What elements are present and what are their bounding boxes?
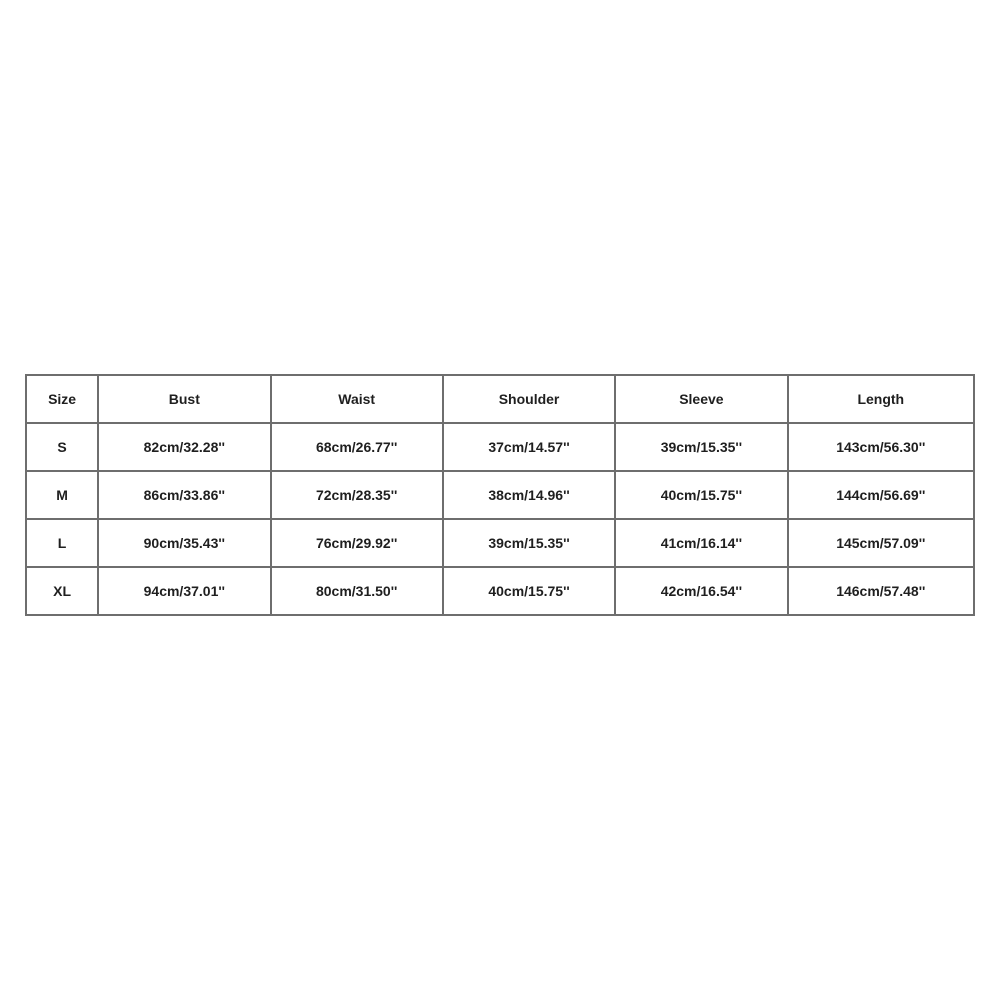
cell-size: M: [26, 471, 98, 519]
cell-sleeve: 40cm/15.75'': [615, 471, 787, 519]
cell-bust: 94cm/37.01'': [98, 567, 270, 615]
header-sleeve: Sleeve: [615, 375, 787, 423]
cell-size: XL: [26, 567, 98, 615]
header-shoulder: Shoulder: [443, 375, 615, 423]
cell-size: L: [26, 519, 98, 567]
cell-waist: 68cm/26.77'': [271, 423, 443, 471]
cell-waist: 76cm/29.92'': [271, 519, 443, 567]
cell-bust: 86cm/33.86'': [98, 471, 270, 519]
cell-bust: 90cm/35.43'': [98, 519, 270, 567]
cell-length: 144cm/56.69'': [788, 471, 974, 519]
header-row: [26, 375, 974, 423]
cell-waist: 80cm/31.50'': [271, 567, 443, 615]
cell-bust: 82cm/32.28'': [98, 423, 270, 471]
header-bust: Bust: [98, 375, 270, 423]
cell-size: S: [26, 423, 98, 471]
header-length: Length: [788, 375, 974, 423]
cell-length: 145cm/57.09'': [788, 519, 974, 567]
cell-length: 146cm/57.48'': [788, 567, 974, 615]
cell-length: 143cm/56.30'': [788, 423, 974, 471]
cell-sleeve: 39cm/15.35'': [615, 423, 787, 471]
cell-shoulder: 40cm/15.75'': [443, 567, 615, 615]
table-row: [26, 423, 974, 471]
header-waist: Waist: [271, 375, 443, 423]
cell-sleeve: 42cm/16.54'': [615, 567, 787, 615]
size-chart-table: [25, 374, 975, 616]
header-size: Size: [26, 375, 98, 423]
cell-shoulder: 38cm/14.96'': [443, 471, 615, 519]
cell-shoulder: 39cm/15.35'': [443, 519, 615, 567]
table-row: [26, 471, 974, 519]
table-row: [26, 567, 974, 615]
cell-shoulder: 37cm/14.57'': [443, 423, 615, 471]
cell-waist: 72cm/28.35'': [271, 471, 443, 519]
table-row: [26, 519, 974, 567]
cell-sleeve: 41cm/16.14'': [615, 519, 787, 567]
